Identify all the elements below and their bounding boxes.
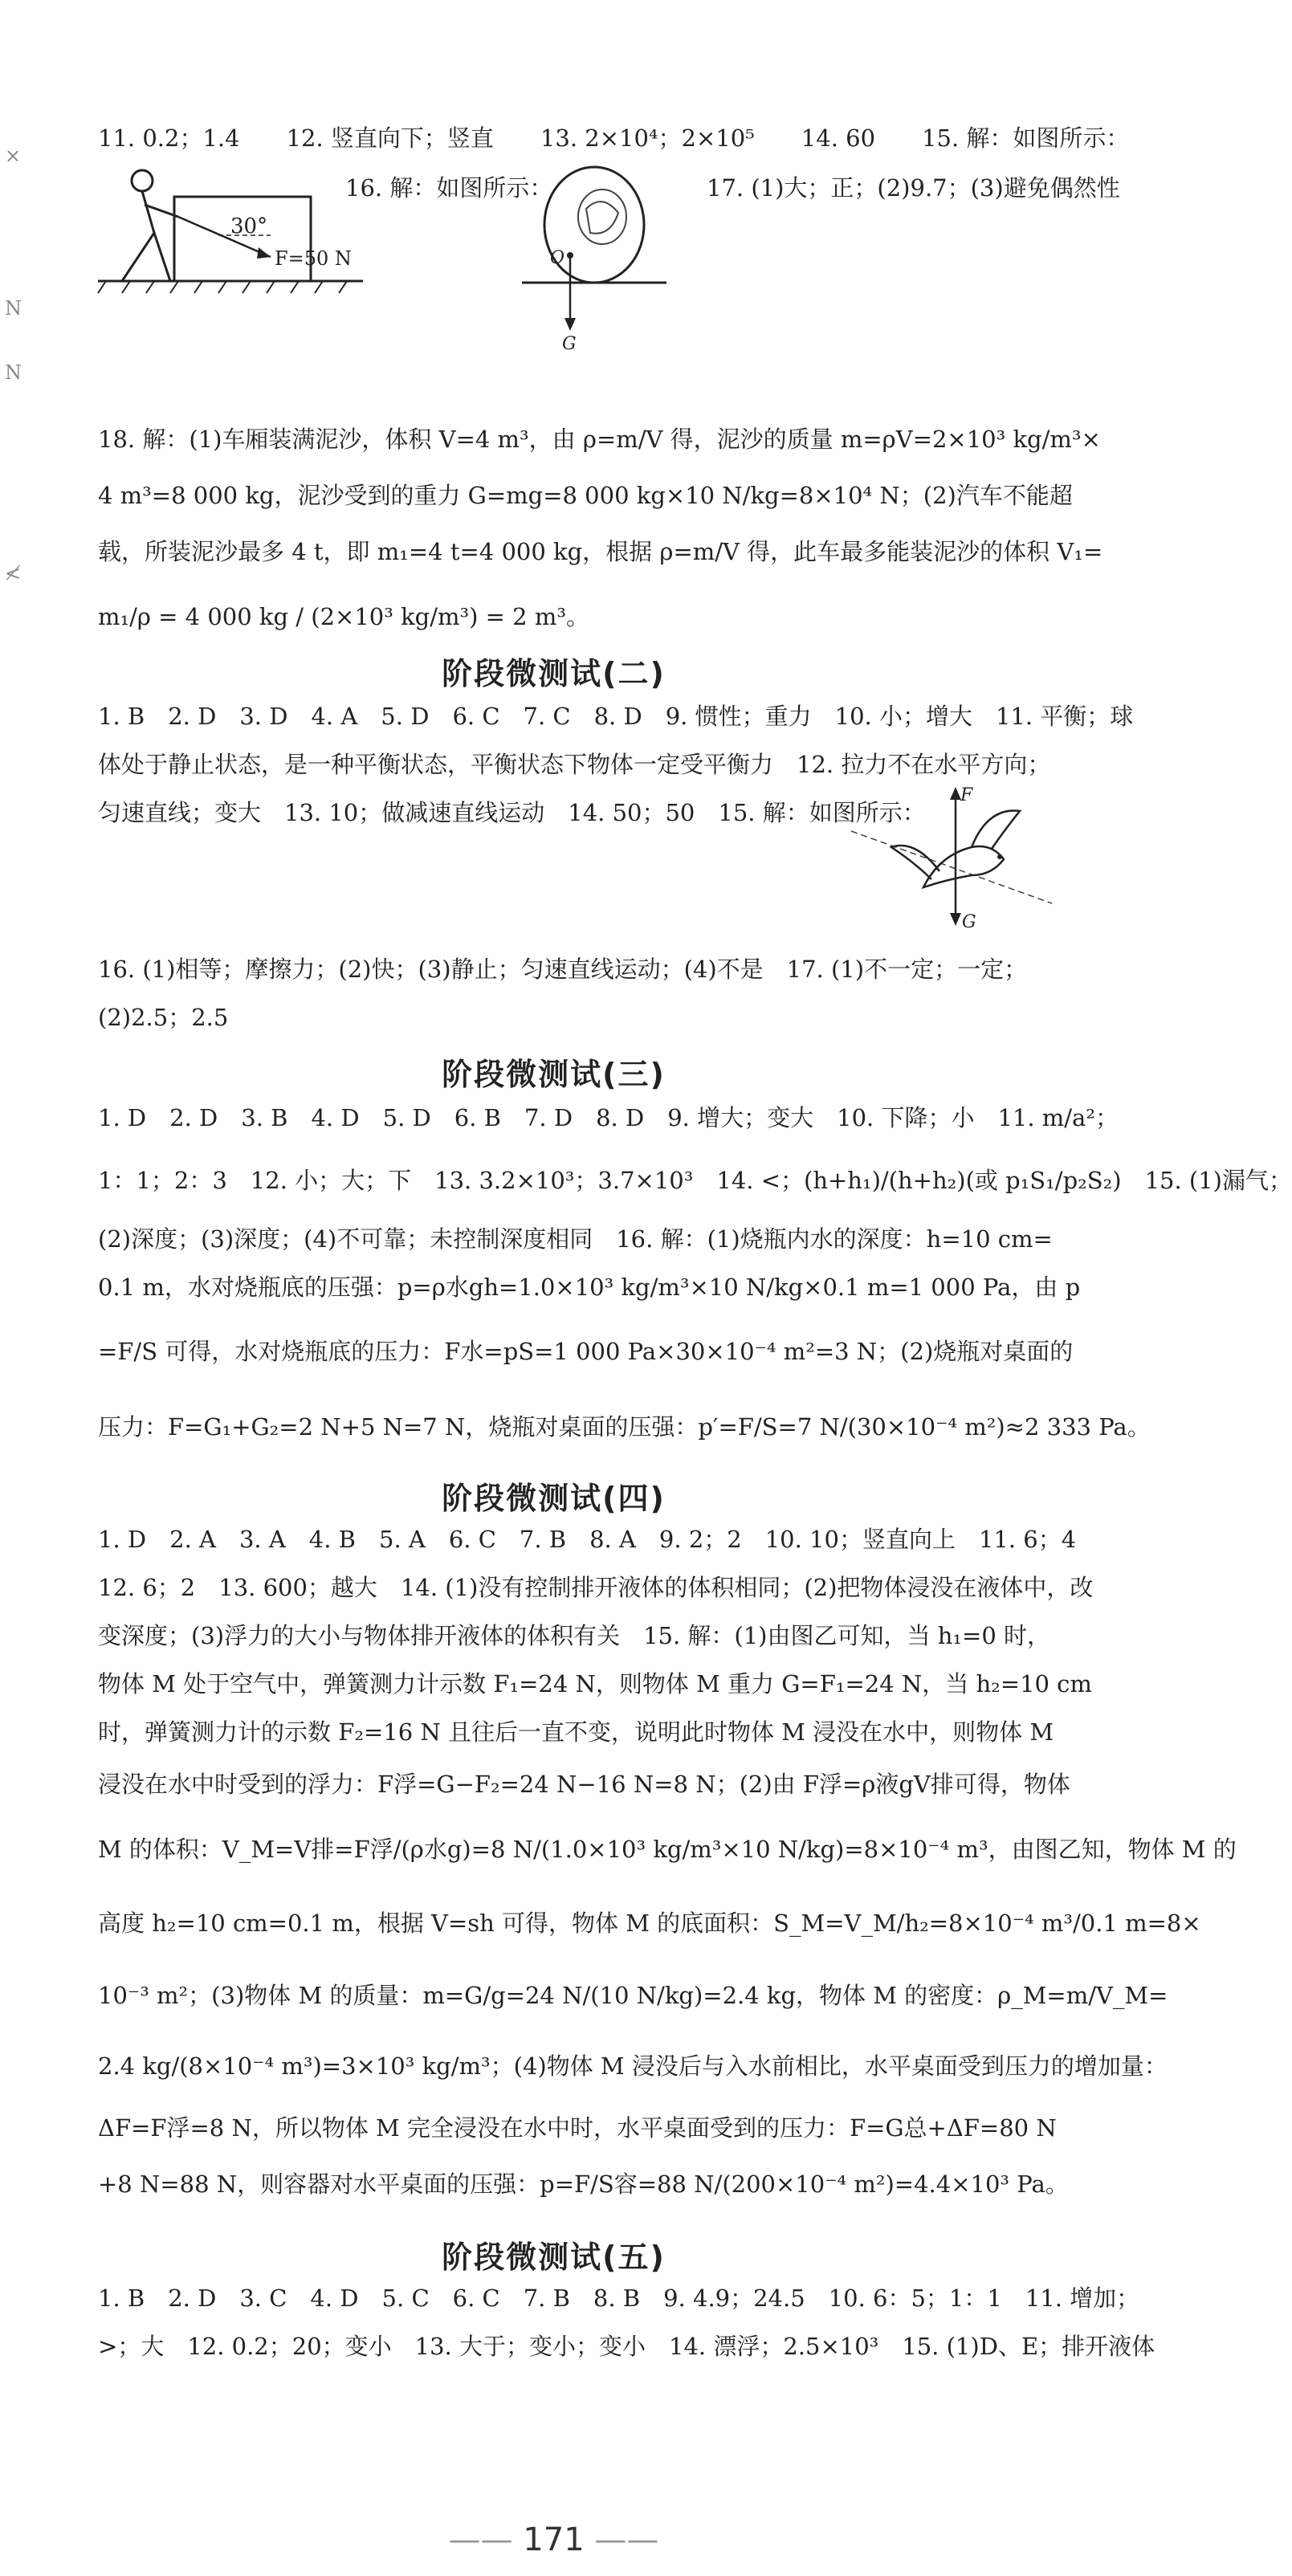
section4-line-4: 物体 M 处于空气中，弹簧测力计示数 F₁=24 N，则物体 M 重力 G=F₁=24 N，当 h₂=10 cm — [98, 1670, 1092, 1698]
q18-line-1: 18. 解：(1)车厢装满泥沙，体积 V=4 m³，由 ρ=m/V 得，泥沙的质量 m=ρV=2×10³ kg/m³× — [98, 426, 1101, 453]
section5-line-2: >；大 12. 0.2；20；变小 13. 大于；变小；变小 14. 漂浮；2.5×10³ 15. (1)D、E；排开液体 — [98, 2333, 1155, 2360]
section4-line-3: 变深度；(3)浮力的大小与物体排开液体的体积有关 15. 解：(1)由图乙可知，当 h₁=0 时， — [98, 1622, 1050, 1649]
section-title-3: 阶段微测试(三) — [442, 1057, 666, 1092]
margin-mark: N — [5, 297, 22, 320]
section4-line-6: 浸没在水中时受到的浮力：F浮=G−F₂=24 N−16 N=8 N；(2)由 F浮=ρ液gV排可得，物体 — [98, 1771, 1070, 1798]
figure-section2-force-label: F — [960, 785, 973, 805]
section4-line-9: 10⁻³ m²；(3)物体 M 的质量：m=G/g=24 N/(10 N/kg)=2.4 kg，物体 M 的密度：ρ_M=m/V_M= — [98, 1982, 1168, 2009]
figure-q15-angle: 30° — [230, 214, 268, 238]
section3-line-2: 1：1；2：3 12. 小；大；下 13. 3.2×10³；3.7×10³ 14. <；(h+h₁)/(h+h₂)(或 p₁S₁/p₂S₂) 15. (1)漏气； — [98, 1167, 1292, 1194]
section4-line-7: M 的体积：V_M=V排=F浮/(ρ水g)=8 N/(1.0×10³ kg/m³×10 N/kg)=8×10⁻⁴ m³，由图乙知，物体 M 的 — [98, 1836, 1237, 1863]
section2-line-3: 匀速直线；变大 13. 10；做减速直线运动 14. 50；50 15. 解：如图所示： — [98, 799, 926, 826]
figure-q16-gravity-label: G — [562, 334, 577, 354]
answers-11-15: 11. 0.2；1.4 12. 竖直向下；竖直 13. 2×10⁴；2×10⁵ 14. 60 15. 解：如图所示： — [98, 124, 1130, 152]
section4-line-2: 12. 6；2 13. 600；越大 14. (1)没有控制排开液体的体积相同；(2)把物体浸没在液体中，改 — [98, 1574, 1094, 1601]
section3-line-3: (2)深度；(3)深度；(4)不可靠；未控制深度相同 16. 解：(1)烧瓶内水的深度：h=10 cm= — [98, 1225, 1053, 1253]
section4-line-12: +8 N=88 N，则容器对水平桌面的压强：p=F/S容=88 N/(200×10⁻⁴ m²)=4.4×10³ Pa。 — [98, 2170, 1069, 2198]
section3-line-6: 压力：F=G₁+G₂=2 N+5 N=7 N，烧瓶对桌面的压强：p′=F/S=7 N/(30×10⁻⁴ m²)≈2 333 Pa。 — [98, 1413, 1151, 1441]
figure-q15-push-box — [98, 161, 371, 297]
section4-line-8: 高度 h₂=10 cm=0.1 m，根据 V=sh 可得，物体 M 的底面积：S_M=V_M/h₂=8×10⁻⁴ m³/0.1 m=8× — [98, 1910, 1201, 1937]
section4-line-1: 1. D 2. A 3. A 4. B 5. A 6. C 7. B 8. A 9. 2；2 10. 10；竖直向上 11. 6；4 — [98, 1526, 1077, 1553]
section3-line-4: 0.1 m，水对烧瓶底的压强：p=ρ水gh=1.0×10³ kg/m³×10 N/kg×0.1 m=1 000 Pa，由 p — [98, 1274, 1081, 1301]
q18-line-3: 载，所装泥沙最多 4 t，即 m₁=4 t=4 000 kg，根据 ρ=m/V 得，此车最多能装泥沙的体积 V₁= — [98, 538, 1103, 565]
section5-line-1: 1. B 2. D 3. C 4. D 5. C 6. C 7. B 8. B 9. 4.9；24.5 10. 6：5；1：1 11. 增加； — [98, 2285, 1140, 2312]
figure-section2-gravity-label: G — [962, 912, 976, 932]
figure-q15-force-label: F=50 N — [275, 247, 352, 270]
q18-line-2: 4 m³=8 000 kg，泥沙受到的重力 G=mg=8 000 kg×10 N/kg=8×10⁴ N；(2)汽车不能超 — [98, 482, 1073, 509]
section4-line-11: ΔF=F浮=8 N，所以物体 M 完全浸没在水中时，水平桌面受到的压力：F=G总+ΔF=80 N — [98, 2114, 1057, 2142]
q16-label: 16. 解：如图所示： — [345, 174, 553, 202]
section3-line-1: 1. D 2. D 3. B 4. D 5. D 6. B 7. D 8. D 9. 增大；变大 10. 下降；小 11. m/a²； — [98, 1104, 1119, 1131]
figure-q16-wheel — [514, 161, 675, 353]
section-title-2: 阶段微测试(二) — [442, 656, 666, 691]
section-title-4: 阶段微测试(四) — [442, 1481, 666, 1516]
page-number-value: 171 — [523, 2521, 585, 2558]
section4-line-5: 时，弹簧测力计的示数 F₂=16 N 且往后一直不变，说明此时物体 M 浸没在水中，则物体 M — [98, 1718, 1054, 1746]
section3-line-5: =F/S 可得，水对烧瓶底的压力：F水=pS=1 000 Pa×30×10⁻⁴ m²=3 N；(2)烧瓶对桌面的 — [98, 1338, 1074, 1365]
figure-q16-point-o: O — [550, 248, 565, 268]
section2-line-5: (2)2.5；2.5 — [98, 1004, 229, 1031]
section2-line-4: 16. (1)相等；摩擦力；(2)快；(3)静止；匀速直线运动；(4)不是 17. (1)不一定；一定； — [98, 956, 1028, 983]
margin-mark: ≮ — [5, 562, 22, 585]
margin-mark: N — [5, 361, 22, 384]
section4-line-10: 2.4 kg/(8×10⁻⁴ m³)=3×10³ kg/m³；(4)物体 M 浸没后与入水前相比，水平桌面受到压力的增加量： — [98, 2052, 1168, 2080]
section-title-5: 阶段微测试(五) — [442, 2240, 666, 2275]
q18-line-4: m₁/ρ = 4 000 kg / (2×10³ kg/m³) = 2 m³。 — [98, 603, 589, 630]
page-number: —— 171 —— — [448, 2521, 659, 2558]
section2-line-2: 体处于静止状态，是一种平衡状态，平衡状态下物体一定受平衡力 12. 拉力不在水平方向； — [98, 751, 1051, 778]
figure-section2-q15-bird — [851, 783, 1060, 931]
section2-line-1: 1. B 2. D 3. D 4. A 5. D 6. C 7. C 8. D 9. 惯性；重力 10. 小；增大 11. 平衡；球 — [98, 703, 1134, 730]
q17-answer: 17. (1)大；正；(2)9.7；(3)避免偶然性 — [707, 174, 1120, 202]
margin-mark: × — [5, 145, 22, 167]
